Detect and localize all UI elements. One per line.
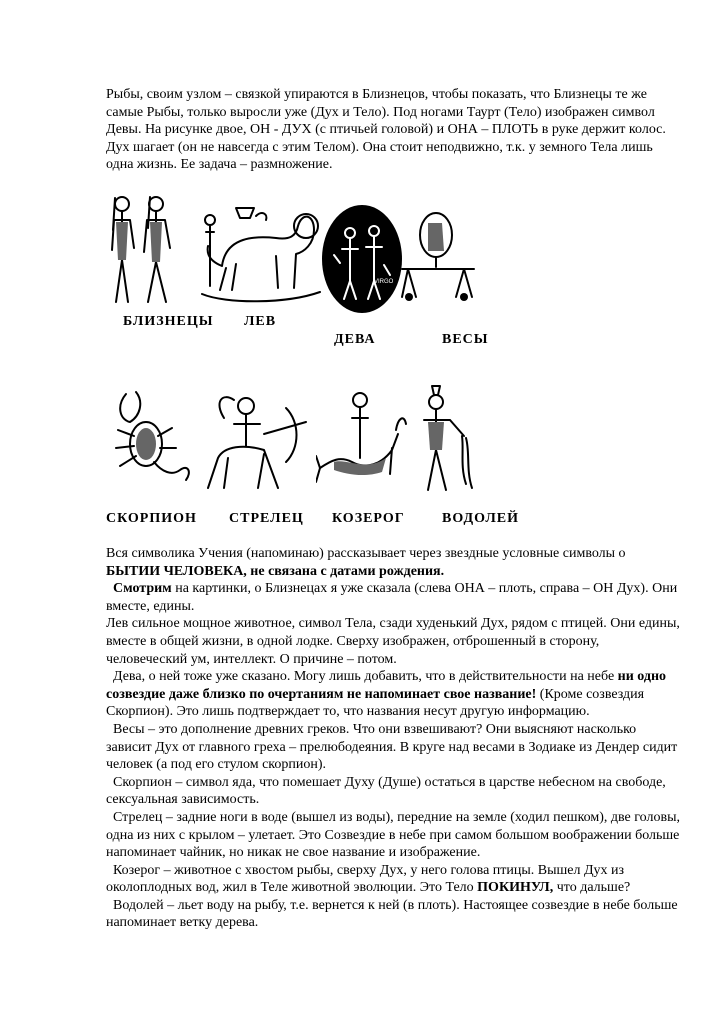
virgo-figure — [320, 203, 404, 315]
caption-gemini: БЛИЗНЕЦЫ — [123, 314, 214, 329]
paragraph-9: Водолей – льет воду на рыбу, т.е. вернется к ней (в плоть). Настоящее созвездие в небе больше напоминает ветку дерева. — [106, 897, 678, 931]
capricorn-figure — [316, 378, 408, 498]
scorpio-figure — [106, 386, 198, 496]
paragraph-1: Вся символика Учения (напоминаю) рассказывает через звездные условные символы о БЫТИИ ЧЕЛОВЕКА, не связана с датами рождения. — [106, 546, 626, 579]
sagittarius-figure — [194, 388, 316, 494]
caption-sagittarius: СТРЕЛЕЦ — [229, 511, 304, 526]
virgo-label: VIRGO — [374, 279, 394, 285]
caption-libra: ВЕСЫ — [442, 332, 489, 347]
libra-figure — [398, 205, 480, 309]
paragraph-6: Скорпион – символ яда, что помешает Духу (Душе) остаться в царстве небесном на свободе, сексуальная зависимость. — [106, 774, 666, 808]
aquarius-figure — [410, 380, 476, 496]
body-text — [106, 545, 680, 932]
paragraph-3: Лев сильное мощное животное, символ Тела, сзади худенький Дух, рядом с птицей. Они едины, вместе в общей жизни, в одной лодке. Сверху изображен, отброшенный в сторону, человеческий ум, интеллект. О причине – потом. — [106, 616, 680, 667]
paragraph-2: Смотрим на картинки, о Близнецах я уже сказала (слева ОНА – плоть, справа – ОН Дух). Они вместе, едины. — [106, 581, 678, 614]
caption-virgo: ДЕВА — [334, 332, 376, 347]
intro-paragraph: Рыбы, своим узлом – связкой упираются в Близнецов, чтобы показать, что Близнецы те же самые Рыбы, только выросли уже (Дух и Тело). Под ногами Таурт (Тело) изображен символ Девы. На рисунке двое, ОН - ДУХ (с птичьей головой) и ОНА – ПЛОТЬ в руке держит колос. Дух шагает (он не навсегда с этим Телом). Она стоит неподвижно, т.к. у земного Тела лишь одна жизнь. Ее задача – размножение. — [106, 87, 666, 173]
gemini-figure — [104, 190, 186, 310]
caption-scorpio: СКОРПИОН — [106, 511, 197, 526]
paragraph-4: Дева, о ней тоже уже сказано. Могу лишь добавить, что в действительности на небе ни одно созвездие даже близко по очертаниям не напоминает свое название! (Кроме созвездия Скорпион). Это лишь подтверждает то, что названия несут другую информацию. — [106, 669, 667, 720]
paragraph-7: Стрелец – задние ноги в воде (вышел из воды), передние на земле (ходил пешком), две головы, одна из них с крылом – улетает. Это Созвездие в небе при самом большом воображении больше напоминает чайник, но никак не свое название и изображение. — [106, 809, 680, 861]
paragraph-5: Весы – это дополнение древних греков. Что они взвешивают? Они выясняют насколько зависит Дух от главного греха – прелюбодеяния. В круге над весами в Зодиаке из Дендер сидит человек (а под его стулом скорпион). — [106, 721, 678, 773]
caption-leo: ЛЕВ — [244, 314, 277, 329]
paragraph-8: Козерог – животное с хвостом рыбы, сверху Дух, у него голова птицы. Вышел Дух из околоплодных вод, жил в Теле животной эволюции. Это Тело ПОКИНУЛ, что дальше? — [106, 862, 631, 896]
caption-capricorn: КОЗЕРОГ — [332, 511, 405, 526]
leo-figure — [196, 196, 326, 306]
caption-aquarius: ВОДОЛЕЙ — [442, 511, 520, 526]
